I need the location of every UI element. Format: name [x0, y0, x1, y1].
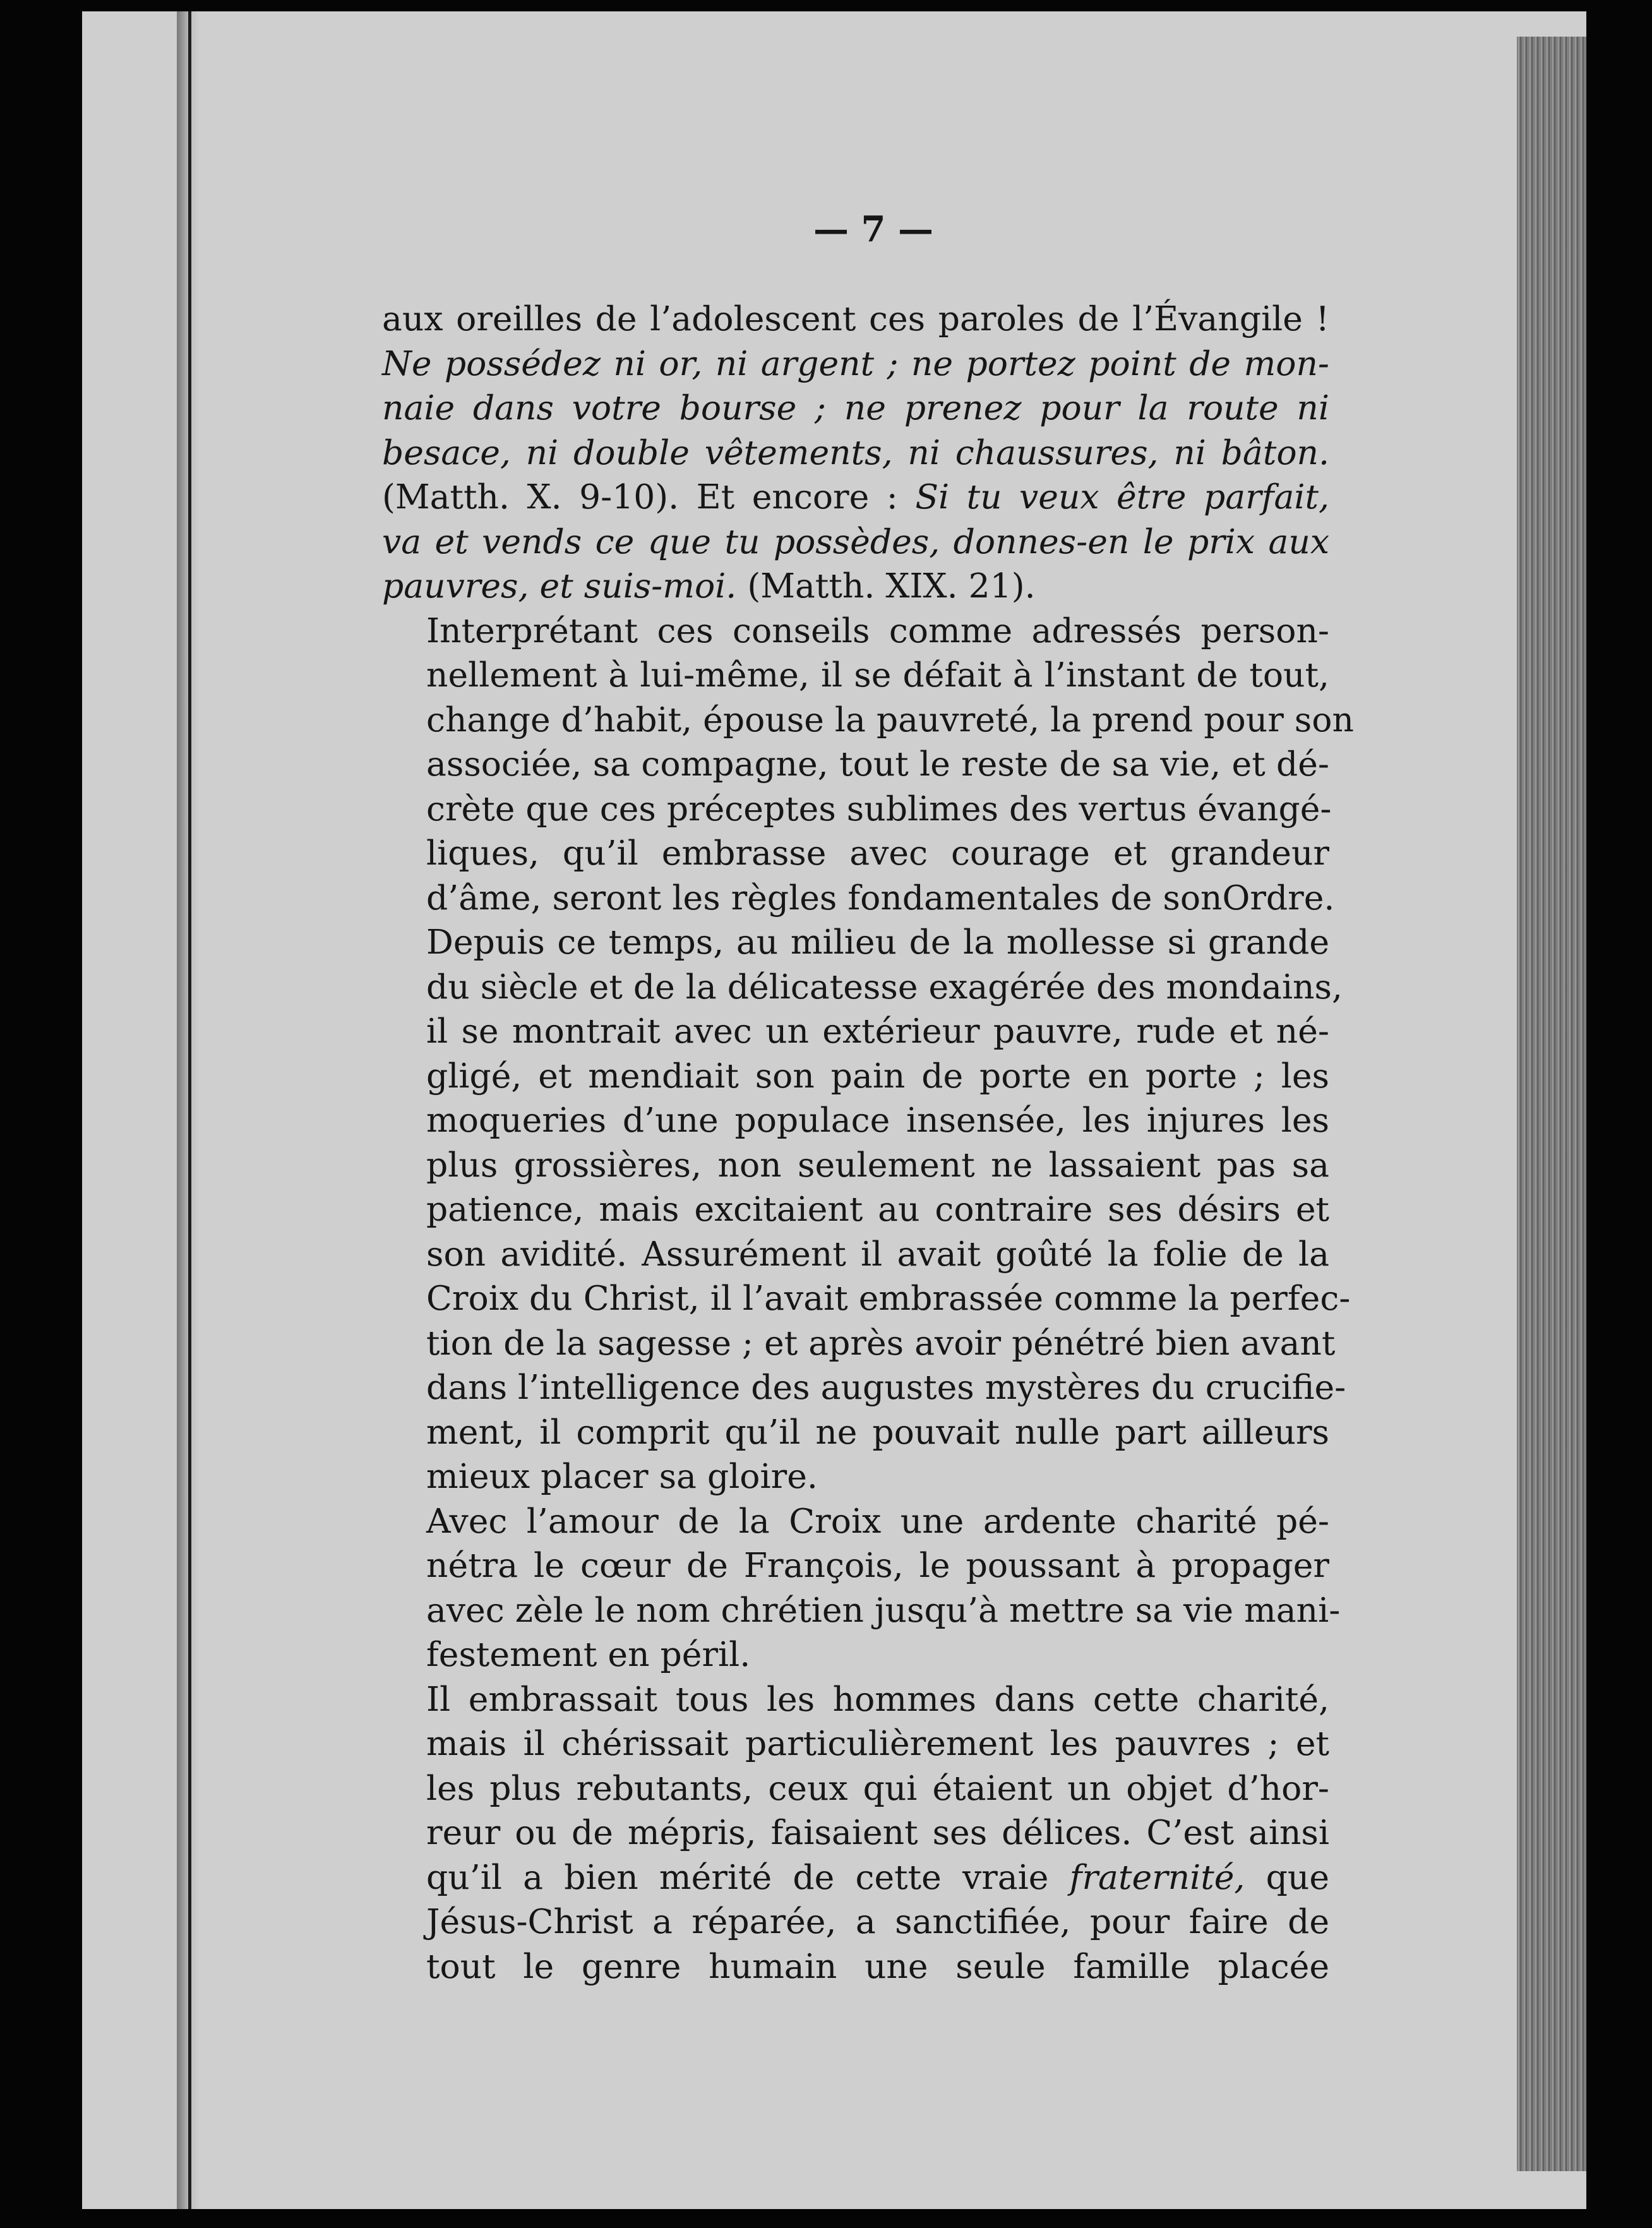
text-line	[382, 1365, 1346, 1410]
text-line	[382, 831, 1329, 876]
text-line	[382, 1009, 1329, 1054]
text-line	[382, 431, 1329, 476]
text-line	[382, 342, 1329, 386]
paragraph	[382, 609, 1354, 921]
text-segment: que	[1245, 1857, 1329, 1897]
text-segment: change d’habit, épouse la pauvreté, la prend pour son	[426, 699, 1354, 740]
text-line	[382, 1900, 1329, 1944]
italic-segment: Si tu veux être parfait,	[915, 477, 1329, 517]
text-line	[382, 609, 1329, 654]
text-segment: nellement à lui-même, il se défait à l’instant de tout,	[426, 655, 1329, 695]
italic-segment: fraternité,	[1069, 1857, 1245, 1897]
text-segment: Interprétant ces conseils comme adressés person-	[426, 610, 1329, 650]
text-segment: (Matth. XIX. 21).	[736, 566, 1036, 606]
text-line	[382, 1677, 1329, 1722]
text-line	[382, 1766, 1329, 1811]
paragraph	[382, 920, 1351, 1499]
text-line	[382, 564, 1329, 609]
text-line	[382, 1143, 1329, 1188]
text-segment: avec zèle le nom chrétien jusqu’à mettre sa vie mani-	[426, 1590, 1341, 1630]
text-segment: Croix du Christ, il l’avait embrassée comme la perfec-	[426, 1278, 1351, 1318]
text-segment: gligé, et mendiait son pain de porte en porte ; les	[426, 1055, 1329, 1096]
text-segment: aux oreilles de l’adolescent ces paroles de l’Évangile !	[382, 299, 1329, 338]
text-line	[382, 386, 1329, 431]
text-line	[382, 1276, 1351, 1321]
paragraph	[382, 1677, 1329, 1989]
text-segment: festement en péril.	[426, 1634, 751, 1674]
text-segment: son avidité. Assurément il avait goûté la folie de la	[426, 1233, 1329, 1274]
text-line	[382, 1098, 1329, 1143]
text-line	[382, 1588, 1341, 1633]
text-line	[382, 1811, 1329, 1855]
text-line	[382, 698, 1354, 743]
text-segment: Jésus-Christ a réparée, a sanctifiée, pour faire de	[426, 1902, 1329, 1941]
text-segment: mieux placer sa gloire.	[426, 1456, 818, 1496]
text-line	[382, 1321, 1336, 1366]
italic-segment: Ne possédez ni or, ni argent ; ne portez point de mon-	[382, 343, 1329, 383]
text-segment: Depuis ce temps, au milieu de la mollesse si grande	[426, 922, 1329, 962]
text-line	[382, 475, 1329, 520]
italic-segment: naie dans votre bourse ; ne prenez pour la route ni	[382, 388, 1329, 428]
text-line	[382, 920, 1329, 965]
text-segment: d’âme, seront les règles fondamentales de sonOrdre.	[426, 877, 1335, 918]
text-line	[382, 1454, 1329, 1499]
text-segment: (Matth. X. 9-10). Et encore :	[382, 477, 916, 517]
italic-segment: pauvres, et suis-moi.	[382, 566, 737, 606]
text-segment: reur ou de mépris, faisaient ses délices. C’est ainsi	[426, 1812, 1329, 1852]
text-segment: du siècle et de la délicatesse exagérée des mondains,	[426, 966, 1343, 1007]
body-text	[382, 297, 1354, 1989]
text-line	[382, 1054, 1329, 1099]
text-segment: liques, qu’il embrasse avec courage et grandeur	[426, 833, 1329, 873]
text-line	[382, 1722, 1329, 1766]
text-line	[382, 1187, 1329, 1232]
text-segment: crète que ces préceptes sublimes des vertus évangé-	[426, 788, 1332, 829]
text-line	[382, 1543, 1329, 1588]
text-segment: tout le genre humain une seule famille placée	[426, 1946, 1329, 1986]
text-segment: qu’il a bien mérité de cette vraie	[426, 1857, 1070, 1897]
text-line	[382, 1855, 1329, 1900]
text-segment: associée, sa compagne, tout le reste de sa vie, et dé-	[426, 744, 1329, 784]
text-segment: moqueries d’une populace insensée, les injures les	[426, 1100, 1329, 1140]
text-segment: patience, mais excitaient au contraire ses désirs et	[426, 1189, 1329, 1229]
text-segment: nétra le cœur de François, le poussant à propager	[426, 1545, 1329, 1585]
italic-segment: va et vends ce que tu possèdes, donnes-en le prix aux	[382, 521, 1329, 561]
text-line	[382, 520, 1329, 565]
text-segment: tion de la sagesse ; et après avoir pénétré bien avant	[426, 1322, 1336, 1363]
text-line	[382, 1944, 1329, 1989]
text-segment: plus grossières, non seulement ne lassaient pas sa	[426, 1144, 1329, 1185]
text-line	[382, 1499, 1329, 1544]
text-segment: ment, il comprit qu’il ne pouvait nulle part ailleurs	[426, 1411, 1329, 1452]
text-segment: Avec l’amour de la Croix une ardente charité pé-	[426, 1500, 1329, 1541]
text-line	[382, 653, 1329, 698]
page-edge-stack	[1517, 37, 1586, 2171]
text-line	[382, 965, 1343, 1010]
text-line	[382, 297, 1329, 342]
text-segment: les plus rebutants, ceux qui étaient un objet d’hor-	[426, 1768, 1329, 1808]
text-line	[382, 876, 1335, 921]
paragraph	[382, 297, 1329, 609]
text-line	[382, 1410, 1329, 1455]
text-segment: Il embrassait tous les hommes dans cette charité,	[426, 1679, 1329, 1719]
binding-fold-line	[188, 11, 191, 2209]
text-segment: mais il chérissait particulièrement les pauvres ; et	[426, 1723, 1329, 1763]
italic-segment: besace, ni double vêtements, ni chaussures, ni bâton.	[382, 432, 1329, 472]
text-line	[382, 1632, 1329, 1677]
text-line	[382, 1232, 1329, 1277]
text-segment: il se montrait avec un extérieur pauvre, rude et né-	[426, 1011, 1329, 1051]
text-line	[382, 787, 1332, 832]
paragraph	[382, 1499, 1341, 1677]
text-segment: dans l’intelligence des augustes mystères du crucifie-	[426, 1367, 1346, 1407]
page-number: — 7 —	[813, 208, 933, 250]
text-line	[382, 742, 1329, 787]
